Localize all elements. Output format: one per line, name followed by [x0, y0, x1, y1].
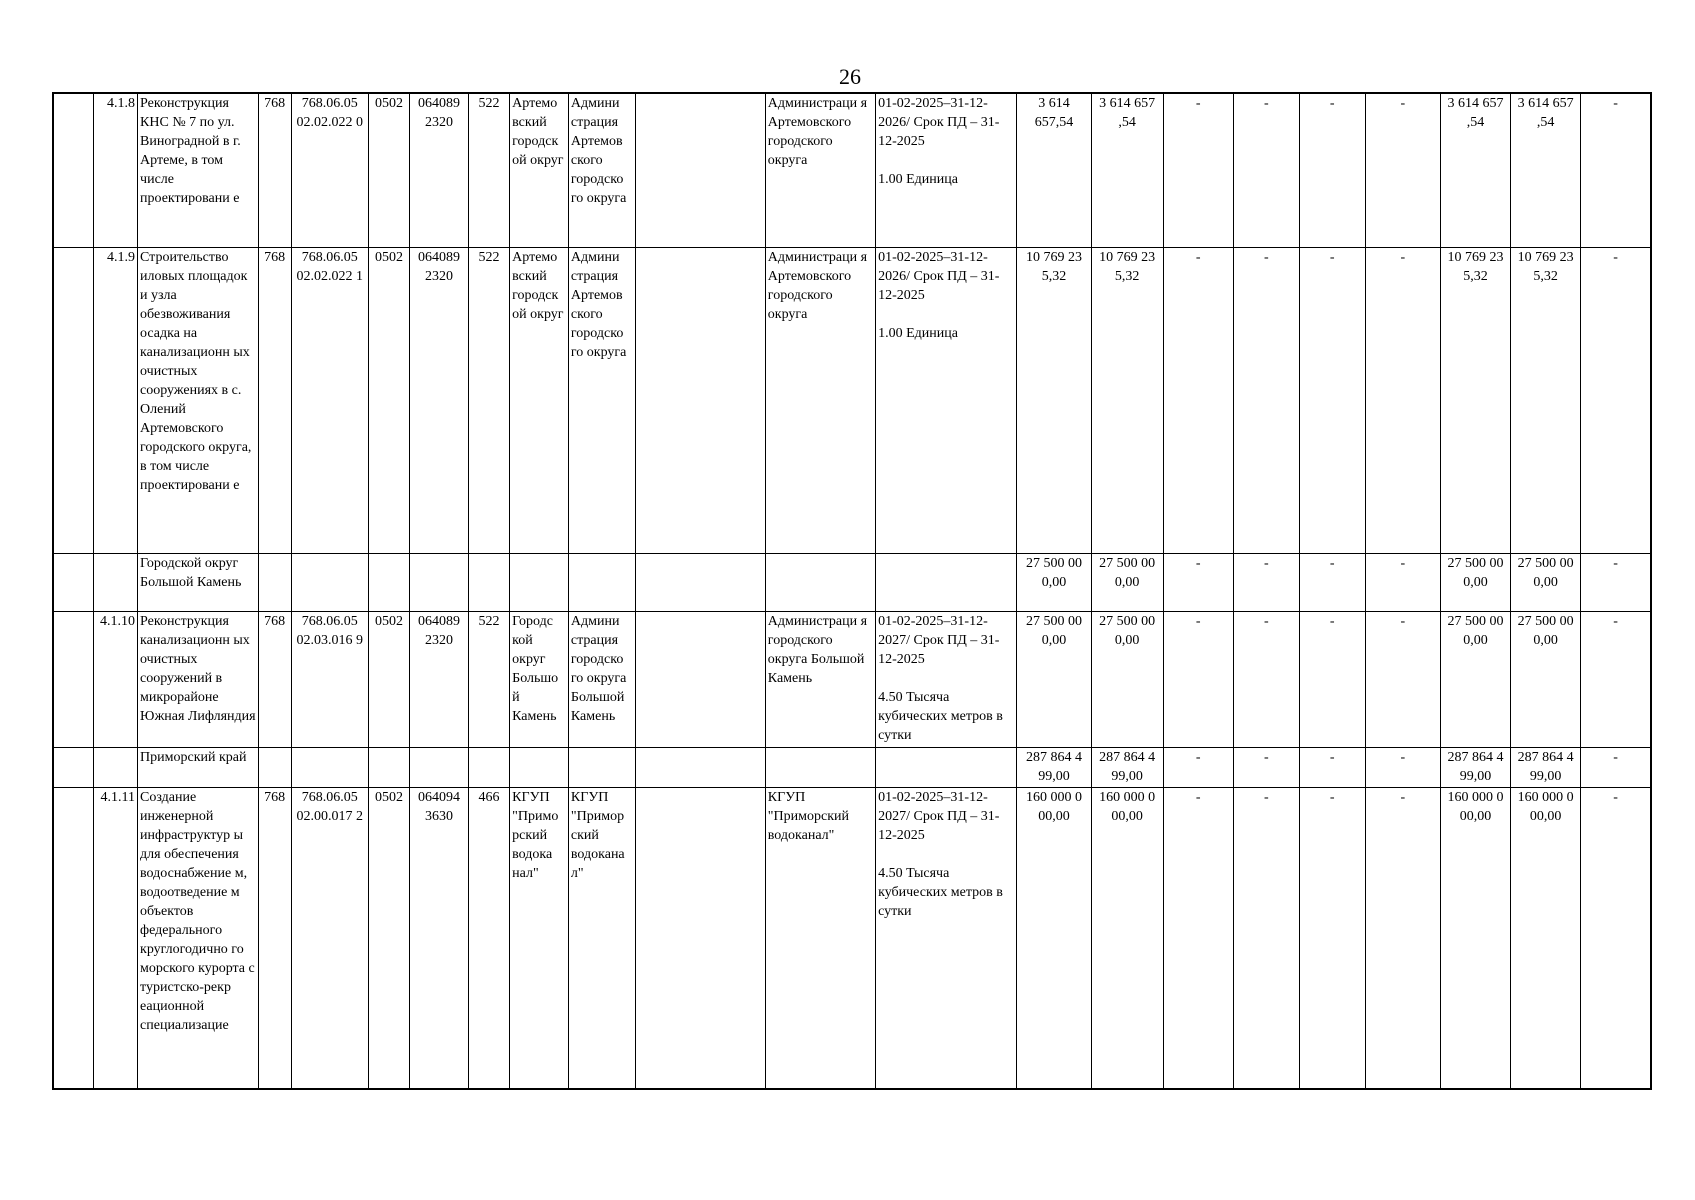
regional-budget: - [1233, 788, 1299, 1090]
event-code: 768.06.05 02.03.016 9 [291, 612, 368, 748]
table-row [53, 93, 1651, 248]
other-sources: - [1365, 248, 1440, 554]
section-code: 0502 [368, 93, 409, 248]
year-total-amount: 3 614 657 ,54 [1091, 93, 1163, 248]
expense-type-code [468, 748, 509, 788]
amount-2025-total: 160 000 0 00,00 [1511, 788, 1581, 1090]
customer [765, 554, 875, 612]
amount-2025: 27 500 00 0,00 [1441, 612, 1511, 748]
regional-budget: - [1233, 748, 1299, 788]
customer [765, 748, 875, 788]
table-row [53, 554, 1651, 612]
grbs-code: 768 [258, 93, 291, 248]
recipient: Админи страция Артемов ского городско го округа [568, 93, 635, 248]
other-sources: - [1365, 554, 1440, 612]
local-budget: - [1299, 612, 1365, 748]
federal-budget: - [1163, 612, 1233, 748]
table-row [53, 788, 1651, 1090]
page-number: 26 [839, 64, 861, 89]
period-and-result: 01-02-2025–31-12-2026/ Срок ПД – 31-12-2025 1.00 Единица [876, 248, 1017, 554]
row-number: 4.1.9 [93, 248, 137, 554]
expense-type-code: 522 [468, 612, 509, 748]
blank-cell [53, 788, 93, 1090]
period-and-result [876, 554, 1017, 612]
event-name: Городской округ Большой Камень [138, 554, 259, 612]
event-code: 768.06.05 02.00.017 2 [291, 788, 368, 1090]
empty-cell [635, 788, 765, 1090]
amount-later: - [1581, 248, 1651, 554]
empty-cell [635, 612, 765, 748]
row-number: 4.1.11 [93, 788, 137, 1090]
grbs-code: 768 [258, 612, 291, 748]
period-and-result [876, 748, 1017, 788]
target-article-code: 064094 3630 [410, 788, 469, 1090]
target-article-code: 064089 2320 [410, 248, 469, 554]
amount-2025-total: 287 864 4 99,00 [1511, 748, 1581, 788]
federal-budget: - [1163, 248, 1233, 554]
year-total-amount: 160 000 0 00,00 [1091, 788, 1163, 1090]
recipient [568, 748, 635, 788]
blank-cell [53, 93, 93, 248]
section-code: 0502 [368, 612, 409, 748]
total-amount: 10 769 23 5,32 [1017, 248, 1091, 554]
municipality: Артемо вский городск ой округ [510, 93, 569, 248]
federal-budget: - [1163, 554, 1233, 612]
expense-type-code: 522 [468, 93, 509, 248]
section-code: 0502 [368, 248, 409, 554]
event-name: Приморский край [138, 748, 259, 788]
expense-type-code: 466 [468, 788, 509, 1090]
section-code [368, 554, 409, 612]
amount-2025-total: 3 614 657 ,54 [1511, 93, 1581, 248]
recipient: Админи страция городско го округа Большой Камень [568, 612, 635, 748]
table-row [53, 748, 1651, 788]
blank-cell [53, 554, 93, 612]
regional-budget: - [1233, 248, 1299, 554]
row-number: 4.1.8 [93, 93, 137, 248]
total-amount: 160 000 0 00,00 [1017, 788, 1091, 1090]
expense-type-code: 522 [468, 248, 509, 554]
amount-2025: 10 769 23 5,32 [1441, 248, 1511, 554]
target-article-code: 064089 2320 [410, 612, 469, 748]
amount-later: - [1581, 554, 1651, 612]
federal-budget: - [1163, 788, 1233, 1090]
event-name: Строительство иловых площадок и узла обезвоживания осадка на канализационн ых очистных сооружениях в с. Олений Артемовского городского округа, в том числе проектировани е [138, 248, 259, 554]
other-sources: - [1365, 748, 1440, 788]
local-budget: - [1299, 248, 1365, 554]
amount-2025-total: 27 500 00 0,00 [1511, 612, 1581, 748]
recipient [568, 554, 635, 612]
other-sources: - [1365, 93, 1440, 248]
blank-cell [53, 748, 93, 788]
federal-budget: - [1163, 93, 1233, 248]
year-total-amount: 27 500 00 0,00 [1091, 554, 1163, 612]
table-row [53, 248, 1651, 554]
amount-2025-total: 10 769 23 5,32 [1511, 248, 1581, 554]
period-and-result: 01-02-2025–31-12-2027/ Срок ПД – 31-12-2025 4.50 Тысяча кубических метров в сутки [876, 612, 1017, 748]
municipality [510, 748, 569, 788]
program-table [52, 92, 1652, 1090]
event-name: Создание инженерной инфраструктур ы для обеспечения водоснабжение м, водоотведение м объектов федерального круглогодично го морского курорта с туристско-рекр еационной специализацие [138, 788, 259, 1090]
period-and-result: 01-02-2025–31-12-2026/ Срок ПД – 31-12-2025 1.00 Единица [876, 93, 1017, 248]
empty-cell [635, 554, 765, 612]
amount-later: - [1581, 612, 1651, 748]
municipality: Городс кой округ Большо й Камень [510, 612, 569, 748]
event-code [291, 554, 368, 612]
event-code: 768.06.05 02.02.022 0 [291, 93, 368, 248]
municipality [510, 554, 569, 612]
section-code: 0502 [368, 788, 409, 1090]
grbs-code [258, 748, 291, 788]
amount-2025: 3 614 657 ,54 [1441, 93, 1511, 248]
amount-2025-total: 27 500 00 0,00 [1511, 554, 1581, 612]
year-total-amount: 287 864 4 99,00 [1091, 748, 1163, 788]
local-budget: - [1299, 788, 1365, 1090]
event-code [291, 748, 368, 788]
regional-budget: - [1233, 612, 1299, 748]
amount-later: - [1581, 748, 1651, 788]
amount-2025: 287 864 4 99,00 [1441, 748, 1511, 788]
row-number [93, 748, 137, 788]
municipality: Артемо вский городск ой округ [510, 248, 569, 554]
other-sources: - [1365, 612, 1440, 748]
amount-2025: 160 000 0 00,00 [1441, 788, 1511, 1090]
customer: Администраци я Артемовского городского округа [765, 248, 875, 554]
blank-cell [53, 612, 93, 748]
recipient: Админи страция Артемов ского городско го округа [568, 248, 635, 554]
recipient: КГУП "Примор ский водокана л" [568, 788, 635, 1090]
local-budget: - [1299, 554, 1365, 612]
total-amount: 3 614 657,54 [1017, 93, 1091, 248]
regional-budget: - [1233, 93, 1299, 248]
amount-2025: 27 500 00 0,00 [1441, 554, 1511, 612]
table-row [53, 612, 1651, 748]
section-code [368, 748, 409, 788]
total-amount: 27 500 00 0,00 [1017, 612, 1091, 748]
event-name: Реконструкция канализационн ых очистных сооружений в микрорайоне Южная Лифляндия [138, 612, 259, 748]
event-code: 768.06.05 02.02.022 1 [291, 248, 368, 554]
blank-cell [53, 248, 93, 554]
total-amount: 27 500 00 0,00 [1017, 554, 1091, 612]
local-budget: - [1299, 748, 1365, 788]
grbs-code: 768 [258, 248, 291, 554]
expense-type-code [468, 554, 509, 612]
local-budget: - [1299, 93, 1365, 248]
customer: Администраци я Артемовского городского округа [765, 93, 875, 248]
year-total-amount: 27 500 00 0,00 [1091, 612, 1163, 748]
municipality: КГУП "Примо рский водока нал" [510, 788, 569, 1090]
customer: КГУП "Приморский водоканал" [765, 788, 875, 1090]
amount-later: - [1581, 93, 1651, 248]
empty-cell [635, 248, 765, 554]
event-name: Реконструкция КНС № 7 по ул. Виноградной в г. Артеме, в том числе проектировани е [138, 93, 259, 248]
customer: Администраци я городского округа Большой Камень [765, 612, 875, 748]
other-sources: - [1365, 788, 1440, 1090]
year-total-amount: 10 769 23 5,32 [1091, 248, 1163, 554]
empty-cell [635, 93, 765, 248]
grbs-code [258, 554, 291, 612]
grbs-code: 768 [258, 788, 291, 1090]
target-article-code [410, 748, 469, 788]
target-article-code [410, 554, 469, 612]
empty-cell [635, 748, 765, 788]
row-number [93, 554, 137, 612]
amount-later: - [1581, 788, 1651, 1090]
total-amount: 287 864 4 99,00 [1017, 748, 1091, 788]
row-number: 4.1.10 [93, 612, 137, 748]
regional-budget: - [1233, 554, 1299, 612]
period-and-result: 01-02-2025–31-12-2027/ Срок ПД – 31-12-2025 4.50 Тысяча кубических метров в сутки [876, 788, 1017, 1090]
federal-budget: - [1163, 748, 1233, 788]
target-article-code: 064089 2320 [410, 93, 469, 248]
